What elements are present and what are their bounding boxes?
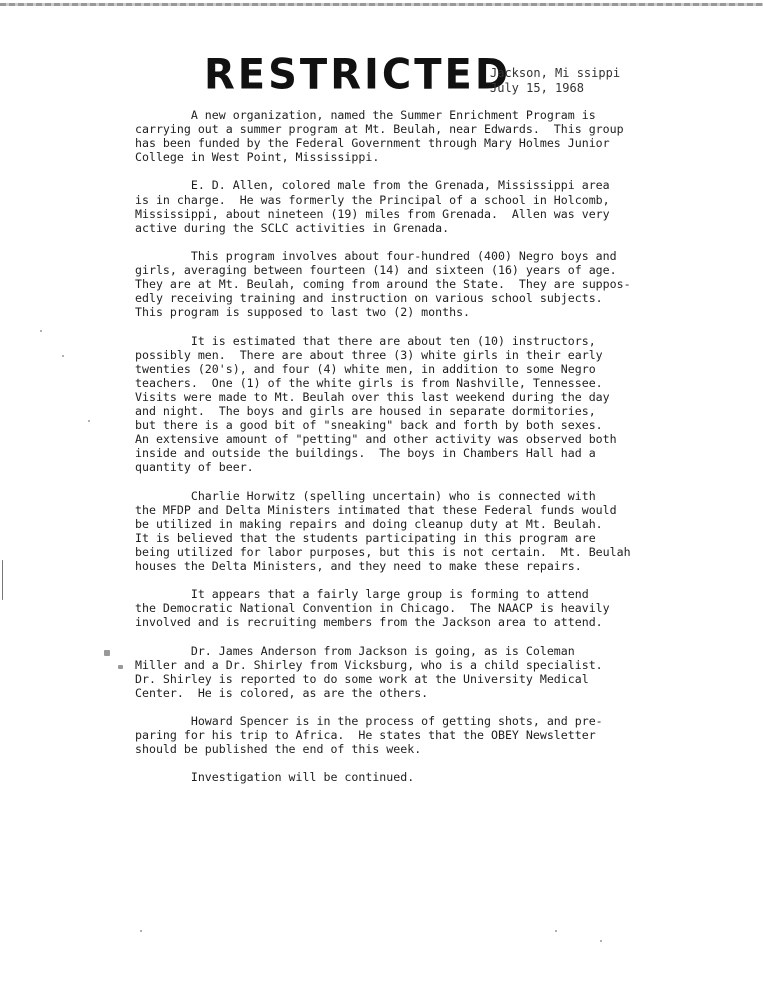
memo-paragraph: [135, 770, 655, 784]
scan-speck: [600, 940, 602, 942]
memo-line: twenties (20's), and four (4) white men, in addition to some Negro: [135, 361, 596, 376]
memo-line: edly receiving training and instruction on various school subjects.: [135, 291, 603, 306]
memo-line: and night. The boys and girls are housed in separate dormitories,: [135, 403, 596, 418]
memo-line: It is believed that the students participating in this program are: [135, 530, 596, 545]
memo-paragraph: [135, 334, 655, 475]
memo-line: Dr. Shirley is reported to do some work at the University Medical: [135, 671, 589, 686]
memo-line: This program is supposed to last two (2) months.: [135, 305, 471, 320]
memo-line: should be published the end of this week.: [135, 742, 422, 757]
memo-line: Howard Spencer is in the process of getting shots, and pre-: [135, 714, 603, 729]
memo-line: teachers. One (1) of the white girls is from Nashville, Tennessee.: [135, 375, 603, 390]
page-top-rule: [0, 3, 763, 6]
memo-line: involved and is recruiting members from the Jackson area to attend.: [135, 615, 603, 630]
memo-paragraph: [135, 249, 655, 319]
memo-paragraph: [135, 644, 655, 700]
scan-speck: [88, 420, 90, 422]
scan-speck: [40, 330, 42, 332]
scan-edge-mark: [2, 560, 3, 600]
memo-paragraph: [135, 714, 655, 756]
scan-speck: [104, 650, 110, 656]
memo-line: be utilized in making repairs and doing cleanup duty at Mt. Beulah.: [135, 516, 603, 531]
memo-line: is in charge. He was formerly the Principal of a school in Holcomb,: [135, 192, 610, 207]
memo-line: inside and outside the buildings. The boys in Chambers Hall had a: [135, 446, 596, 461]
memo-paragraph: [135, 587, 655, 629]
scan-speck: [555, 930, 557, 932]
memo-paragraph: [135, 108, 655, 164]
scan-speck: [118, 665, 123, 669]
memo-line: Charlie Horwitz (spelling uncertain) who is connected with: [135, 488, 596, 503]
memo-line: An extensive amount of "petting" and other activity was observed both: [135, 432, 617, 447]
memo-line: the Democratic National Convention in Chicago. The NAACP is heavily: [135, 601, 610, 616]
memo-line: possibly men. There are about three (3) white girls in their early: [135, 347, 603, 362]
memo-body: [135, 108, 655, 799]
memo-line: but there is a good bit of "sneaking" back and forth by both sexes.: [135, 418, 603, 433]
memo-line: Miller and a Dr. Shirley from Vicksburg, who is a child specialist.: [135, 657, 603, 672]
memo-line: houses the Delta Ministers, and they need to make these repairs.: [135, 559, 582, 573]
memo-line: It appears that a fairly large group is forming to attend: [135, 587, 589, 602]
memo-line: It is estimated that there are about ten (10) instructors,: [135, 333, 596, 348]
memo-line: College in West Point, Mississippi.: [135, 150, 380, 165]
memo-line: girls, averaging between fourteen (14) and sixteen (16) years of age.: [135, 263, 617, 278]
memo-line: carrying out a summer program at Mt. Beulah, near Edwards. This group: [135, 122, 624, 137]
memo-line: Investigation will be continued.: [135, 770, 415, 785]
dateline-place: Jackson, Mi ssippi: [490, 66, 621, 80]
memo-line: Center. He is colored, as are the others.: [135, 685, 429, 700]
memo-line: This program involves about four-hundred (400) Negro boys and: [135, 248, 617, 263]
memo-line: active during the SCLC activities in Grenada.: [135, 220, 450, 235]
memo-line: Mississippi, about nineteen (19) miles from Grenada. Allen was very: [135, 206, 610, 221]
memo-line: paring for his trip to Africa. He states that the OBEY Newsletter: [135, 728, 596, 743]
memo-line: Dr. James Anderson from Jackson is going, as is Coleman: [135, 643, 575, 658]
memo-paragraph: [135, 489, 655, 574]
memo-line: being utilized for labor purposes, but this is not certain. Mt. Beulah: [135, 544, 631, 559]
memo-paragraph: [135, 178, 655, 234]
scan-speck: [62, 355, 64, 357]
memo-line: has been funded by the Federal Government through Mary Holmes Junior: [135, 136, 610, 151]
dateline-date: July 15, 1968: [490, 81, 584, 95]
memo-line: Visits were made to Mt. Beulah over this last weekend during the day: [135, 389, 610, 404]
memo-line: A new organization, named the Summer Enrichment Program is: [135, 108, 596, 122]
scan-speck: [140, 930, 142, 932]
memo-line: quantity of beer.: [135, 460, 254, 475]
memo-line: E. D. Allen, colored male from the Grenada, Mississippi area: [135, 178, 610, 193]
memo-line: the MFDP and Delta Ministers intimated that these Federal funds would: [135, 502, 617, 517]
restricted-stamp: RESTRICTED: [204, 50, 512, 100]
dateline: [490, 66, 620, 96]
memo-line: They are at Mt. Beulah, coming from around the State. They are suppos-: [135, 277, 631, 292]
